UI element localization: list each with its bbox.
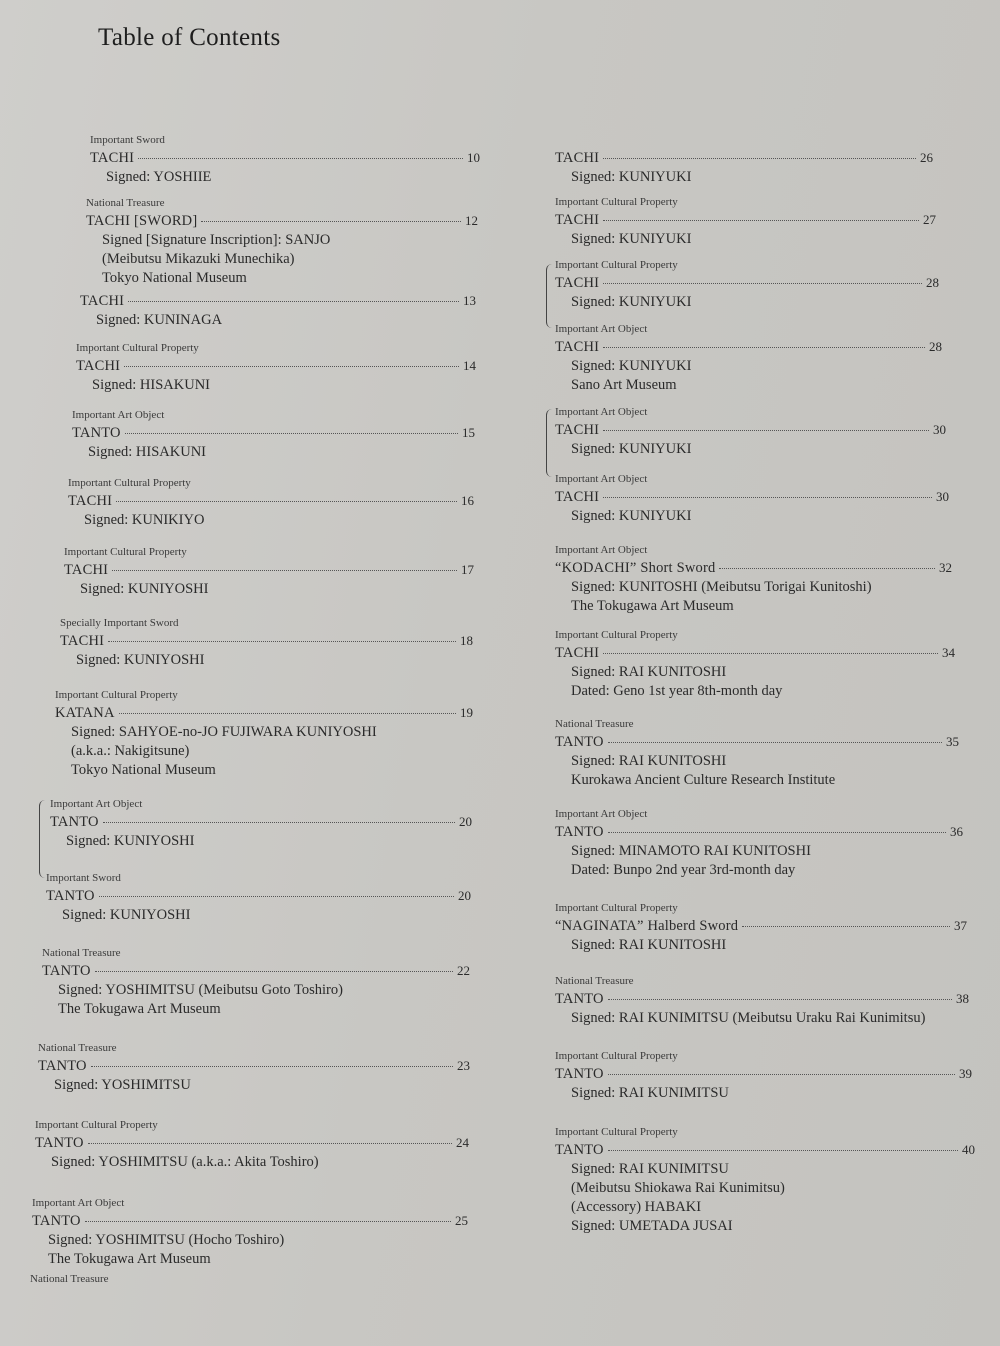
page-number: 22 — [457, 963, 470, 978]
entry-title-line — [32, 1211, 468, 1231]
dot-leader — [603, 283, 922, 284]
dot-leader — [88, 1143, 452, 1144]
page-number: 28 — [929, 339, 942, 354]
entry-title: TANTO — [32, 1213, 81, 1229]
entry-detail-line: (a.k.a.: Nakigitsune) — [71, 743, 190, 759]
group-brace — [39, 800, 46, 878]
toc-entry — [555, 195, 936, 249]
page-number: 26 — [920, 150, 933, 165]
entry-title: TANTO — [555, 824, 604, 840]
entry-category: Important Art Object — [50, 798, 143, 810]
entry-title-line — [60, 631, 473, 651]
entry-category: Important Art Object — [555, 544, 648, 556]
entry-title: TACHI — [68, 493, 113, 509]
entry-detail-line: Signed: KUNIYOSHI — [62, 907, 191, 923]
entry-detail-line: Signed: SAHYOE-no-JO FUJIWARA KUNIYOSHI — [71, 724, 377, 740]
entry-title-line — [64, 560, 474, 580]
entry-detail-line: Signed: YOSHIIE — [106, 169, 212, 185]
entry-title: TACHI — [555, 212, 600, 228]
dot-leader — [108, 641, 456, 642]
toc-entry — [76, 341, 476, 395]
dot-leader — [103, 822, 455, 823]
dot-leader — [128, 301, 459, 302]
entry-category: Important Cultural Property — [68, 477, 191, 489]
entry-detail-line: Signed [Signature Inscription]: SANJO — [102, 232, 331, 248]
entry-detail-line: Signed: KUNIYUKI — [571, 231, 692, 247]
dot-leader — [603, 220, 919, 221]
entry-title: TACHI — [555, 489, 600, 505]
entry-detail-line: Tokyo National Museum — [71, 762, 216, 778]
dot-leader — [201, 221, 461, 222]
entry-title: “KODACHI” Short Sword — [555, 560, 716, 576]
entry-title-line — [76, 356, 476, 376]
page-number: 27 — [923, 212, 936, 227]
entry-detail-line: Signed: RAI KUNITOSHI — [571, 664, 727, 680]
entry-category: Important Cultural Property — [555, 902, 678, 914]
toc-entry — [80, 291, 476, 330]
entry-title-line — [555, 487, 949, 507]
page-number: 34 — [942, 645, 955, 660]
entry-category: Important Cultural Property — [555, 196, 678, 208]
page-number: 12 — [465, 213, 478, 228]
entry-detail-line: Signed: KUNIYUKI — [571, 508, 692, 524]
dot-leader — [603, 497, 932, 498]
entry-detail-line: Signed: RAI KUNITOSHI — [571, 937, 727, 953]
entry-title-line — [555, 210, 936, 230]
entry-detail-line: The Tokugawa Art Museum — [48, 1251, 211, 1267]
entry-title: TACHI — [60, 633, 105, 649]
entry-detail-line: Signed: YOSHIMITSU (a.k.a.: Akita Toshiro) — [51, 1154, 319, 1170]
toc-entry — [72, 408, 475, 462]
page-number: 18 — [460, 633, 473, 648]
dot-leader — [125, 433, 458, 434]
dot-leader — [119, 713, 456, 714]
entry-title: TANTO — [555, 1066, 604, 1082]
entry-title: TACHI — [76, 358, 121, 374]
entry-category: National Treasure — [86, 197, 165, 209]
page-number: 20 — [458, 888, 471, 903]
toc-entry — [35, 1118, 469, 1172]
entry-category: Important Cultural Property — [55, 689, 178, 701]
page-number: 20 — [459, 814, 472, 829]
entry-title: TANTO — [72, 425, 121, 441]
entry-title: TANTO — [38, 1058, 87, 1074]
toc-entry — [555, 322, 942, 395]
page-number: 37 — [954, 918, 967, 933]
entry-detail-line: Tokyo National Museum — [102, 270, 247, 286]
dot-leader — [95, 971, 453, 972]
entry-detail-line: Signed: HISAKUNI — [92, 377, 211, 393]
entry-title-line — [555, 822, 963, 842]
entry-detail-line: Signed: KUNIYOSHI — [76, 652, 205, 668]
dot-leader — [603, 430, 929, 431]
entry-title-line — [55, 703, 473, 723]
entry-detail-line: Signed: MINAMOTO RAI KUNITOSHI — [571, 843, 811, 859]
entry-detail-line: Signed: KUNIYUKI — [571, 358, 692, 374]
toc-entry — [42, 946, 470, 1019]
toc-entry — [555, 901, 967, 955]
entry-category: Important Sword — [46, 872, 121, 884]
toc-entry — [555, 148, 933, 187]
entry-detail-line: Signed: KUNINAGA — [96, 312, 223, 328]
page-number: 14 — [463, 358, 476, 373]
entry-title: TACHI — [555, 275, 600, 291]
dot-leader — [719, 568, 935, 569]
page-number: 32 — [939, 560, 952, 575]
toc-entry — [555, 258, 939, 312]
entry-title: TACHI — [555, 339, 600, 355]
entry-title: TACHI — [90, 150, 135, 166]
entry-title: TANTO — [555, 734, 604, 750]
entry-category: Important Sword — [90, 134, 165, 146]
entry-detail-line: Signed: HISAKUNI — [88, 444, 207, 460]
page-number: 30 — [933, 422, 946, 437]
entry-title: “NAGINATA” Halberd Sword — [555, 918, 739, 934]
entry-detail-line: Kurokawa Ancient Culture Research Institute — [571, 772, 836, 788]
dot-leader — [608, 742, 942, 743]
entry-detail-line: (Meibutsu Shiokawa Rai Kunimitsu) — [571, 1180, 785, 1196]
entry-title: TANTO — [50, 814, 99, 830]
page-number: 40 — [962, 1142, 975, 1157]
entry-category: Important Cultural Property — [555, 1050, 678, 1062]
entry-title-line — [555, 916, 967, 936]
toc-entry — [555, 472, 949, 526]
entry-category: Important Art Object — [555, 406, 648, 418]
entry-detail-line: The Tokugawa Art Museum — [571, 598, 734, 614]
entry-title: TANTO — [46, 888, 95, 904]
entry-title-line — [42, 961, 470, 981]
entry-category: National Treasure — [42, 947, 121, 959]
entry-detail-line: Dated: Geno 1st year 8th-month day — [571, 683, 783, 699]
entry-title-line — [68, 491, 474, 511]
page-number: 38 — [956, 991, 969, 1006]
entry-category: National Treasure — [555, 975, 634, 987]
entry-detail-line: Signed: RAI KUNIMITSU (Meibutsu Uraku Rai Kunimitsu) — [571, 1010, 926, 1026]
entry-detail-line: Signed: YOSHIMITSU (Hocho Toshiro) — [48, 1232, 285, 1248]
entry-detail-line: Signed: YOSHIMITSU (Meibutsu Goto Toshiro) — [58, 982, 343, 998]
entry-category: Important Cultural Property — [555, 629, 678, 641]
dot-leader — [608, 832, 946, 833]
page-number: 35 — [946, 734, 959, 749]
entry-title-line — [555, 643, 955, 663]
dot-leader — [138, 158, 463, 159]
entry-category: Important Art Object — [555, 323, 648, 335]
page-number: 13 — [463, 293, 476, 308]
entry-category: Important Cultural Property — [64, 546, 187, 558]
toc-entry — [64, 545, 474, 599]
toc-entry — [32, 1196, 468, 1269]
dot-leader — [91, 1066, 453, 1067]
entry-title-line — [555, 1140, 975, 1160]
dot-leader — [99, 896, 454, 897]
page-number: 23 — [457, 1058, 470, 1073]
entry-detail-line: Signed: KUNIYOSHI — [80, 581, 209, 597]
entry-detail-line: (Accessory) HABAKI — [571, 1199, 702, 1215]
entry-detail-line: Signed: UMETADA JUSAI — [571, 1218, 733, 1234]
entry-detail-line: Signed: RAI KUNIMITSU — [571, 1161, 729, 1177]
entry-detail-line: Signed: KUNIYUKI — [571, 169, 692, 185]
entry-detail-line: Sano Art Museum — [571, 377, 677, 393]
page-number: 16 — [461, 493, 474, 508]
page-number: 30 — [936, 489, 949, 504]
entry-title-line — [555, 273, 939, 293]
entry-detail-line: Signed: RAI KUNIMITSU — [571, 1085, 729, 1101]
entry-detail-line: Signed: KUNIYOSHI — [66, 833, 195, 849]
entry-category: Specially Important Sword — [60, 617, 179, 629]
entry-category: Important Cultural Property — [76, 342, 199, 354]
entry-category: Important Art Object — [72, 409, 165, 421]
entry-category: Important Cultural Property — [555, 1126, 678, 1138]
toc-entry — [86, 196, 478, 288]
toc-entry — [555, 405, 946, 459]
page-number: 24 — [456, 1135, 469, 1150]
entry-title: TANTO — [555, 1142, 604, 1158]
dot-leader — [608, 999, 952, 1000]
toc-entry — [555, 807, 963, 880]
toc-entry — [90, 133, 480, 187]
entry-title-line — [80, 291, 476, 311]
entry-detail-line: Signed: KUNIYUKI — [571, 441, 692, 457]
entry-title-line — [50, 812, 472, 832]
dot-leader — [608, 1150, 958, 1151]
entry-title: TACHI — [555, 422, 600, 438]
toc-entry — [555, 1125, 975, 1236]
entry-title: TANTO — [42, 963, 91, 979]
entry-title-line — [555, 148, 933, 168]
entry-title: TANTO — [555, 991, 604, 1007]
toc-entry — [555, 717, 959, 790]
entry-title-line — [38, 1056, 470, 1076]
toc-entry — [50, 797, 472, 851]
page-number: 15 — [462, 425, 475, 440]
toc-entry — [60, 616, 473, 670]
entry-detail-line: Signed: KUNIYUKI — [571, 294, 692, 310]
entry-detail-line: Signed: YOSHIMITSU — [54, 1077, 191, 1093]
dot-leader — [742, 926, 950, 927]
toc-entry — [38, 1041, 470, 1095]
entry-title-line — [86, 211, 478, 231]
dot-leader — [124, 366, 459, 367]
entry-category: Important Art Object — [555, 808, 648, 820]
page-number: 17 — [461, 562, 474, 577]
page-number: 19 — [460, 705, 473, 720]
page-number: 10 — [467, 150, 480, 165]
dot-leader — [608, 1074, 955, 1075]
page-number: 28 — [926, 275, 939, 290]
entry-title: TACHI — [555, 150, 600, 166]
entry-title: TACHI — [64, 562, 109, 578]
dot-leader — [85, 1221, 451, 1222]
dot-leader — [603, 158, 916, 159]
entry-title-line — [555, 558, 952, 578]
page-title: Table of Contents — [98, 24, 281, 51]
entry-title-line — [72, 423, 475, 443]
group-brace — [546, 264, 553, 328]
entry-detail-line: Dated: Bunpo 2nd year 3rd-month day — [571, 862, 796, 878]
page-number: 39 — [959, 1066, 972, 1081]
entry-title-line — [555, 420, 946, 440]
entry-category: National Treasure — [38, 1042, 117, 1054]
entry-title: TANTO — [35, 1135, 84, 1151]
toc-entry — [46, 871, 471, 925]
entry-title-line — [46, 886, 471, 906]
entry-title-line — [90, 148, 480, 168]
entry-category: Important Art Object — [555, 473, 648, 485]
entry-title: TACHI — [80, 293, 125, 309]
entry-detail-line: Signed: RAI KUNITOSHI — [571, 753, 727, 769]
entry-detail-line: (Meibutsu Mikazuki Munechika) — [102, 251, 295, 267]
toc-entry — [555, 628, 955, 701]
entry-title: TACHI [SWORD] — [86, 213, 198, 229]
page-number: 25 — [455, 1213, 468, 1228]
entry-title-line — [555, 337, 942, 357]
toc-entry — [68, 476, 474, 530]
entry-detail-line: Signed: KUNITOSHI (Meibutsu Torigai Kunitoshi) — [571, 579, 872, 595]
entry-title-line — [555, 732, 959, 752]
entry-title-line — [35, 1133, 469, 1153]
toc-entry — [555, 974, 969, 1028]
page-number: 36 — [950, 824, 963, 839]
entry-title: KATANA — [55, 705, 115, 721]
dot-leader — [603, 653, 938, 654]
entry-title: TACHI — [555, 645, 600, 661]
entry-category: Important Art Object — [32, 1197, 125, 1209]
dot-leader — [603, 347, 925, 348]
footer-category: National Treasure — [30, 1273, 109, 1285]
entry-detail-line: Signed: KUNIKIYO — [84, 512, 205, 528]
dot-leader — [112, 570, 457, 571]
entry-category: National Treasure — [555, 718, 634, 730]
entry-category: Important Cultural Property — [35, 1119, 158, 1131]
entry-detail-line: The Tokugawa Art Museum — [58, 1001, 221, 1017]
toc-entry — [555, 1049, 972, 1103]
group-brace — [546, 409, 553, 477]
entry-title-line — [555, 989, 969, 1009]
toc-entry — [555, 543, 952, 616]
toc-entry — [55, 688, 473, 780]
entry-category: Important Cultural Property — [555, 259, 678, 271]
entry-title-line — [555, 1064, 972, 1084]
dot-leader — [116, 501, 457, 502]
